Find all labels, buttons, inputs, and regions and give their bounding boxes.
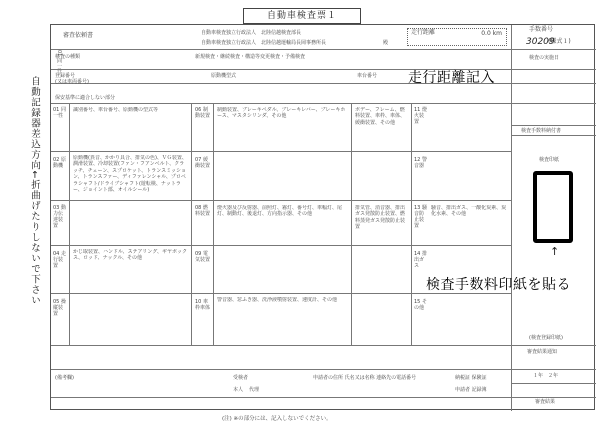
up-arrow-icon: ↑ (550, 245, 560, 258)
cell-exhaust: 排気管、消音器、排出ガス発散防止装置、燃料蒸発ガス発散防止装置 (355, 205, 406, 231)
chassis-number-label: 車台番号 (357, 73, 378, 79)
mileage-unit: 0.0 km (481, 30, 502, 37)
result-label: 審査結果 (535, 399, 556, 405)
left-instruction-strip (28, 76, 48, 406)
engine-type-label: 原動機型式 (211, 73, 237, 79)
stamp-sub-label: (検査登録印紙) (529, 335, 563, 341)
fee-header: 検査手数料納付書 (521, 128, 562, 134)
mid-label-1: 06 制動装置 (195, 107, 211, 119)
reception-label: 受検者 (233, 375, 249, 381)
left-col-5: 05 操縦装置 (53, 299, 66, 317)
inspect-date-label: 検査の実施日 (529, 55, 560, 61)
proc-no-value: 30209 (526, 37, 555, 47)
right-label-2: 12 警音器 (414, 157, 427, 169)
mileage-box[interactable] (407, 28, 507, 46)
mid-label-5: 10 車枠車体 (195, 299, 211, 311)
cell-steering: かじ取装置、ハンドル、ステアリング、ギヤボックス、ロッド、ナックル、その他 (73, 249, 188, 262)
cell-brakes: 制動装置、ブレーキペダル、ブレーキレバー、ブレーキホース、マスタシリンダ、その他 (217, 107, 346, 120)
vehicle-number-label: (又は車両番号) (55, 79, 89, 85)
left-col-1: 01 同一性 (53, 107, 66, 119)
cell-engine: 原動機(異音、かかり具合、排気の色)、ＶＧ装置、潤滑装置、冷却装置(ファン・フアンベルト、クラッチ、チェーン、スプロケット、トランスミッション、トランスファー、ディファレンシャル、プロペラシャフト/ドライブシャフト(遊転検、ナットラー、ジョイント部、オイルシール) (73, 155, 187, 194)
cell-lights: 燈火器及び反射器、前照灯、霧灯、番号灯、車幅灯、尾灯、制動灯、後退灯、方向指示器、その他 (217, 205, 343, 218)
remarks-label: (備考欄) (55, 375, 74, 381)
owner-label: 本人 (233, 387, 244, 393)
left-col-3: 03 動力伝達装置 (53, 205, 66, 229)
bureau-suffix: 殿 (383, 40, 389, 46)
side-code-text: 01 同一性 (56, 50, 62, 73)
form-number: (様式１) (548, 38, 571, 45)
payer-label: 納税証 保険証 (455, 375, 487, 381)
inspection-form (50, 24, 595, 410)
mileage-annotation: 走行距離記入 (408, 70, 495, 86)
left-col-4: 04 走行装置 (53, 251, 66, 269)
inspection-kind-label: 検査の種類 (55, 54, 81, 60)
bureau-line-1: 自動車検査独立行政法人 北陸信越検査部長 (201, 30, 302, 36)
mileage-label: 走行距離 (411, 29, 436, 36)
right-label-1: 11 燈火装置 (414, 107, 427, 125)
right-label-4: 14 排出ガス (414, 251, 427, 269)
address-label: 申請者の住所 氏名又は名称 連絡先の電話番号 (313, 375, 417, 381)
cell-body: ボデー、フレーム、燃料装置、車枠、車体、緩衝装置、その他 (355, 107, 406, 126)
footer-note: (注) ※の部分には、記入しないでください。 (222, 416, 332, 422)
right-label-3: 13 騒音防止装置 (414, 205, 427, 229)
right-label-5: 15 その他 (414, 299, 427, 311)
left-instruction-text: 自動記録器差込方向←折曲げたりしないで下さい (29, 76, 40, 306)
agent-label: 代理 (249, 387, 260, 393)
nonconform-label: 保安基準に適合しない部分 (55, 95, 116, 101)
period-label: 審査結果通知 (527, 349, 558, 355)
cell-identity: 識別番号、車台番号、原動機の型式等 (73, 107, 159, 113)
inspection-kind-values: 新規検査・継続検査・構造等変更検査・予備検査 (195, 54, 306, 60)
proc-no-label: 手数番号 (529, 26, 554, 33)
stamp-area-label: 検査印紙 (539, 157, 560, 163)
period-value: １年 ２年 (533, 373, 559, 379)
cell-horn: 警音器、窓ふき器、洗浄液噴射装置、速度計、その他 (217, 297, 338, 303)
mid-label-3: 08 燃料装置 (195, 205, 211, 217)
registration-number-label: 登録番号 (55, 73, 76, 79)
stamp-annotation: 検査手数料印紙を貼る (426, 277, 571, 293)
mid-label-2: 07 緩衝装置 (195, 157, 211, 169)
applicant-label: 申請者 記録簿 (455, 387, 487, 393)
form-title: 自動車検査票１ (243, 8, 361, 24)
left-col-2: 02 原動機 (53, 157, 66, 169)
bureau-line-2: 自動車検査独立行政法人 北陸信越運輸局長岡事務所長 (201, 40, 327, 46)
cell-noise: 騒音、排出ガス、一酸化炭素、炭化水素、その他 (431, 205, 507, 218)
mid-label-4: 09 電気装置 (195, 251, 211, 263)
requester-label: 審査依頼書 (63, 32, 94, 39)
stamp-position-frame (533, 171, 573, 243)
